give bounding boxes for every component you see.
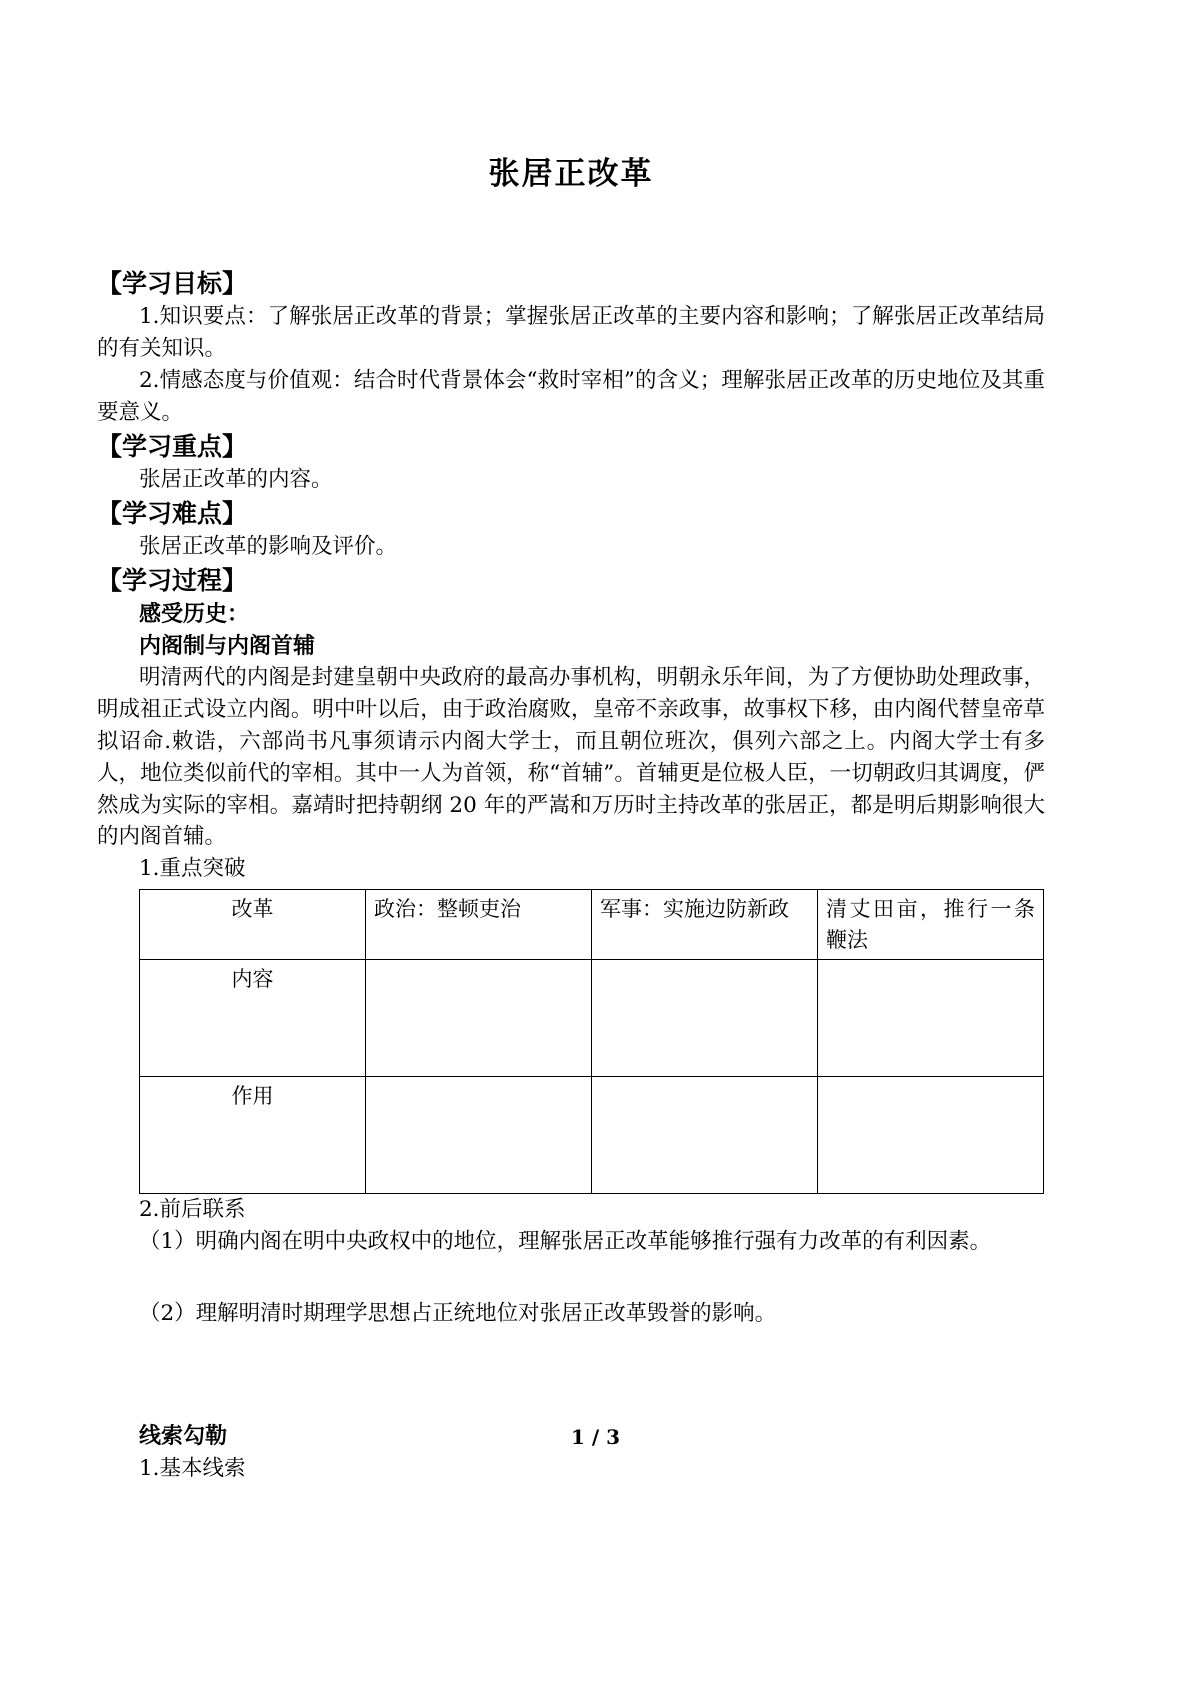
- subheading-cabinet-system: 内阁制与内阁首辅: [139, 633, 316, 659]
- connections-label: 2.前后联系: [139, 1196, 246, 1222]
- paragraph-spacer: [97, 1258, 1045, 1298]
- subheading-outline: 线索勾勒: [139, 1424, 228, 1450]
- connection-item-1: （1）明确内阁在明中央政权中的地位，理解张居正改革能够推行强有力改革的有利因素。: [139, 1228, 992, 1254]
- table-cell-effect-land[interactable]: [818, 1076, 1044, 1193]
- section-spacer: [97, 1329, 1045, 1421]
- breakthrough-label: 1.重点突破: [139, 856, 246, 882]
- section-heading-difficulties: 【学习难点】: [97, 498, 248, 528]
- table-cell-content-land[interactable]: [818, 959, 1044, 1076]
- table-cell-effect-military[interactable]: [592, 1076, 818, 1193]
- table-cell-content-politics[interactable]: [366, 959, 592, 1076]
- table-cell-content-military[interactable]: [592, 959, 818, 1076]
- section-heading-key-points: 【学习重点】: [97, 431, 248, 461]
- section-heading-objectives: 【学习目标】: [97, 268, 248, 298]
- table-cell-politics: 政治：整顿吏治: [366, 890, 592, 960]
- objectives-item-2: 2.情感态度与价值观：结合时代背景体会“救时宰相”的含义；理解张居正改革的历史地位及其重要意义。: [97, 367, 1045, 425]
- page-title: 张居正改革: [488, 156, 654, 192]
- key-points-body: 张居正改革的内容。: [139, 467, 333, 492]
- table-row: [140, 959, 1044, 1076]
- table-cell-label: 作用: [140, 1076, 366, 1193]
- table-cell-land: 清丈田亩，推行一条鞭法: [818, 890, 1044, 960]
- reform-table: [139, 889, 1044, 1194]
- page-footer: 1 / 3: [570, 1425, 621, 1449]
- subheading-feel-history: 感受历史：: [139, 601, 250, 627]
- outline-item-1: 1.基本线索: [139, 1456, 246, 1482]
- table-cell-label: 内容: [140, 959, 366, 1076]
- objectives-item-1: 1.知识要点：了解张居正改革的背景；掌握张居正改革的主要内容和影响；了解张居正改革结局的有关知识。: [97, 304, 1045, 362]
- table-cell-effect-politics[interactable]: [366, 1076, 592, 1193]
- connection-item-2: （2）理解明清时期理学思想占正统地位对张居正改革毁誉的影响。: [139, 1300, 777, 1326]
- table-row: [140, 890, 1044, 960]
- table-cell-label: 改革: [140, 890, 366, 960]
- section-heading-process: 【学习过程】: [97, 566, 248, 596]
- table-row: [140, 1076, 1044, 1193]
- table-cell-military: 军事：实施边防新政: [592, 890, 818, 960]
- difficulties-body: 张居正改革的影响及评价。: [139, 534, 398, 560]
- document-content: [97, 0, 1045, 1485]
- title-spacer: [97, 194, 1045, 266]
- cabinet-paragraph: 明清两代的内阁是封建皇朝中央政府的最高办事机构，明朝永乐年间，为了方便协助处理政事，明成祖正式设立内阁。明中叶以后，由于政治腐败，皇帝不亲政事，故事权下移，由内阁代替皇帝草拟诏命.敕诰，六部尚书凡事须请示内阁大学士，而且朝位班次，俱列六部之上。内阁大学士有多人，地位类似前代的宰相。其中一人为首领，称“首辅”。首辅更是位极人臣，一切朝政归其调度，俨然成为实际的宰相。嘉靖时把持朝纲 20 年的严嵩和万历时主持改革的张居正，都是明后期影响很大的内阁首辅。: [97, 665, 1045, 850]
